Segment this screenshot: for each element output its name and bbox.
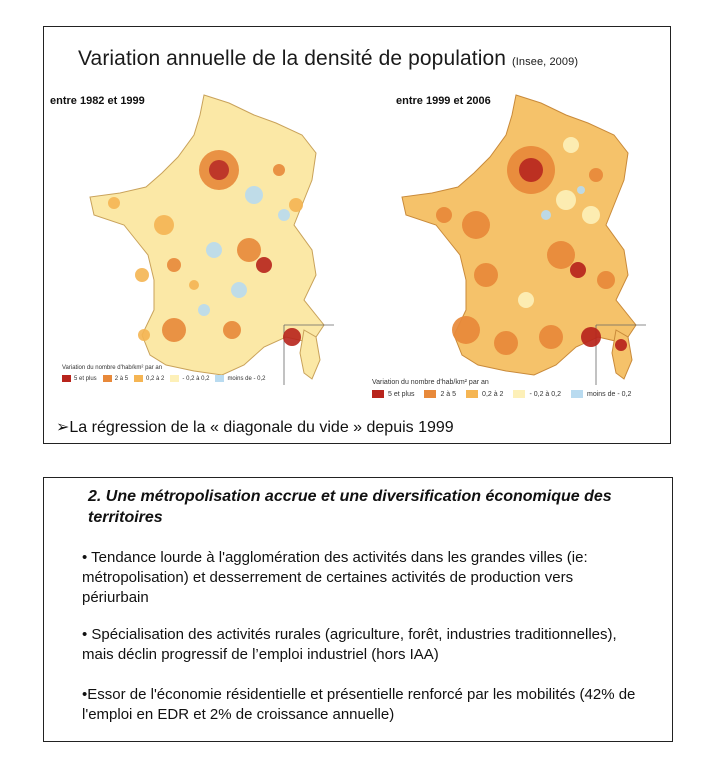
- legend-item: 0,2 à 2: [466, 390, 503, 398]
- slide-title: [78, 47, 578, 71]
- bullet-item: • Spécialisation des activités rurales (agriculture, forêt, industries traditionnelles), mais déclin progressif de l’emploi industriel (hors IAA): [82, 626, 617, 663]
- slide-title-text: Variation annuelle de la densité de population: [78, 47, 507, 70]
- caption-text: La régression de la « diagonale du vide » depuis 1999: [69, 419, 454, 436]
- section-heading: 2. Une métropolisation accrue et une diversification économique des territoires: [88, 488, 612, 526]
- legend-item: 5 et plus: [62, 375, 97, 382]
- bullet-item: • Tendance lourde à l'agglomération des activités dans les grandes villes (ie: métropolisation) et desserrement de certaines activités de production vers périurbain: [82, 549, 588, 606]
- map-1999-2006: [366, 75, 666, 395]
- bullet-item: •Essor de l'économie résidentielle et présentielle renforcé par les mobilités (42% de l'emploi en EDR et 2% de croissance annuelle): [82, 686, 636, 723]
- legend-1982-1999: [62, 365, 322, 382]
- map-1982-1999: [50, 75, 354, 395]
- map-slide: [43, 26, 671, 444]
- legend-item: 0,2 à 2: [134, 375, 164, 382]
- map-period-label: entre 1999 et 2006: [396, 95, 491, 107]
- legend-item: moins de - 0,2: [215, 375, 265, 382]
- map-period-label: entre 1982 et 1999: [50, 95, 145, 107]
- legend-item: - 0,2 à 0,2: [513, 390, 561, 398]
- legend-item: 2 à 5: [424, 390, 456, 398]
- legend-item: moins de - 0,2: [571, 390, 631, 398]
- legend-item: - 0,2 à 0,2: [170, 375, 209, 382]
- legend-title: Variation du nombre d'hab/km² par an: [372, 379, 489, 386]
- slide-caption: [56, 417, 454, 437]
- arrow-bullet-icon: ➢: [56, 419, 70, 436]
- slide-source: (Insee, 2009): [511, 56, 579, 68]
- text-box: [43, 477, 673, 742]
- legend-1999-2006: [372, 379, 672, 398]
- legend-item: 5 et plus: [372, 390, 414, 398]
- legend-item: 2 à 5: [103, 375, 128, 382]
- france-map-1999-2006: [366, 75, 666, 395]
- france-map-1982-1999: [54, 75, 354, 395]
- legend-title: Variation du nombre d'hab/km² par an: [62, 365, 163, 371]
